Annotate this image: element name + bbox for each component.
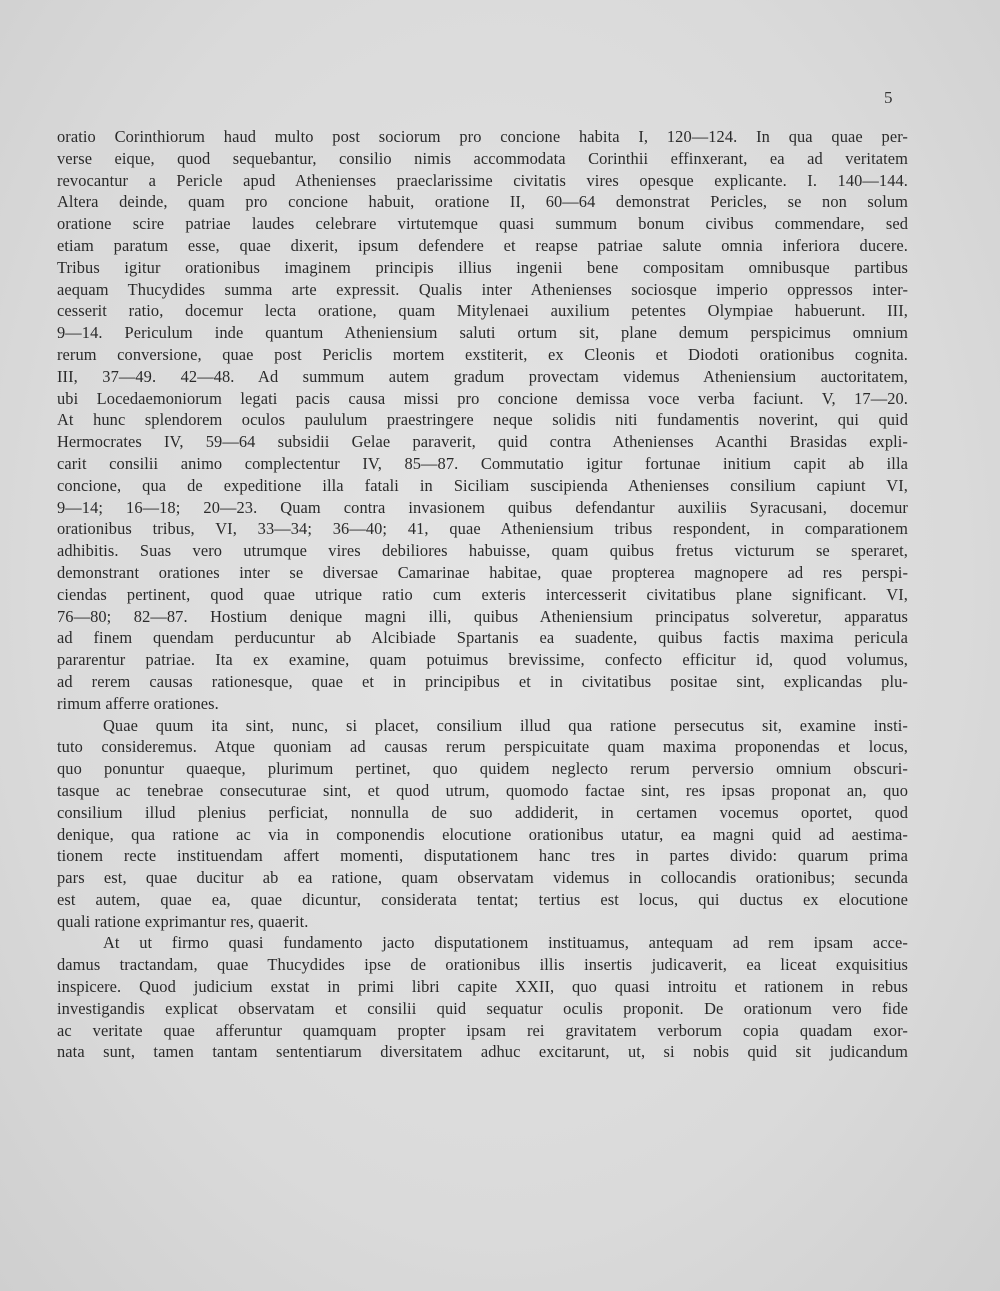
text-line: quali ratione exprimantur res, quaerit.	[57, 911, 309, 931]
text-line: quo ponuntur quaeque, plurimum pertinet, quo quidem neglecto rerum perversio omnium obscuri-	[57, 759, 908, 779]
text-line: damus tractandam, quae Thucydides ipse de orationibus illis insertis judicaverit, ea liceat exquisitius	[57, 955, 908, 975]
text-line: ciendas pertinent, quod quae utrique ratio cum exteris intercesserit civitatibus plane significant. VI,	[57, 584, 908, 604]
text-line: Tribus igitur orationibus imaginem principis illius ingenii bene compositam omnibusque partibus	[57, 257, 908, 277]
paragraph-1	[57, 126, 908, 715]
body-text	[57, 126, 908, 1063]
page-number: 5	[884, 88, 893, 107]
text-line: cesserit ratio, docemur lecta oratione, quam Mitylenaei auxilium petentes Olympiae habuerunt. III,	[57, 301, 908, 321]
text-line: aequam Thucydides summa arte expressit. Qualis inter Athenienses sociosque imperio oppressos inter-	[57, 279, 908, 299]
text-line: Hermocrates IV, 59—64 subsidii Gelae paraverit, quid contra Athenienses Acanthi Brasidas expli-	[57, 432, 908, 452]
text-line: ac veritate quae afferuntur quamquam propter ipsam rei gravitatem verborum copia quadam exor-	[57, 1020, 908, 1040]
text-line: adhibitis. Suas vero utrumque vires debiliores habuisse, quam quibus fretus victurum se speraret,	[57, 541, 908, 561]
text-line: At ut firmo quasi fundamento jacto disputationem instituamus, antequam ad rem ipsam acce-	[103, 933, 908, 953]
text-line: etiam paratum esse, quae dixerit, ipsum defendere et reapse patriae salute omnia inferiora ducere.	[57, 235, 908, 255]
text-line: III, 37—49. 42—48. Ad summum autem gradum provectam videmus Atheniensium auctoritatem,	[57, 366, 908, 386]
text-line: rerum conversione, quae post Periclis mortem exstiterit, ex Cleonis et Diodoti orationibus cognita.	[57, 344, 908, 364]
text-line: tionem recte instituendam affert momenti, disputationem hanc tres in partes divido: quarum prima	[57, 846, 908, 866]
text-line: ad rerem causas rationesque, quae et in principibus et in civitatibus positae sint, explicandas plu-	[57, 671, 908, 691]
text-line: 9—14. Periculum inde quantum Atheniensium saluti ortum sit, plane demum perspicimus omnium	[57, 323, 908, 343]
text-line: At hunc splendorem oculos paululum praestringere neque solidis niti fundamentis noverint, qui quid	[57, 410, 908, 430]
text-line: pars est, quae ducitur ab ea ratione, quam observatam videmus in collocandis orationibus; secunda	[57, 868, 908, 888]
text-line: demonstrant orationes inter se diversae Camarinae habitae, quae propterea magnopere ad res perspi-	[57, 562, 908, 582]
text-line: nata sunt, tamen tantam sententiarum diversitatem adhuc excitarunt, ut, si nobis quid sit judicandum	[57, 1042, 908, 1062]
text-line: Quae quum ita sint, nunc, si placet, consilium illud qua ratione persecutus sit, examine insti-	[103, 715, 908, 735]
text-line: pararentur patriae. Ita ex examine, quam potuimus brevissime, confecto efficitur id, quod volumus,	[57, 650, 908, 670]
text-line: orationibus tribus, VI, 33—34; 36—40; 41, quae Atheniensium tribus respondent, in comparationem	[57, 519, 908, 539]
text-line: inspicere. Quod judicium exstat in primi libri capite XXII, quo quasi introitu et rationem in rebus	[57, 977, 908, 997]
text-line: denique, qua ratione ac via in componendis elocutione orationibus utatur, ea magni quid ad aestima-	[57, 824, 908, 844]
text-line: investigandis explicat observatam et consilii quid sequatur oculis proponit. De orationum vero fide	[57, 998, 908, 1018]
paragraph-3	[57, 932, 908, 1063]
text-line: rimum afferre orationes.	[57, 693, 219, 713]
text-line: est autem, quae ea, quae dicuntur, considerata tentat; tertius est locus, qui ductus ex elocutione	[57, 889, 908, 909]
text-line: 9—14; 16—18; 20—23. Quam contra invasionem quibus defendantur auxiliis Syracusani, docemur	[57, 497, 908, 517]
text-line: revocantur a Pericle apud Athenienses praeclarissime civitatis vires opesque explicante. I. 140—144.	[57, 170, 908, 190]
text-line: ubi Locedaemoniorum legati pacis causa missi pro concione demissa voce verba faciunt. V, 17—20.	[57, 388, 908, 408]
text-line: ad finem quendam perducuntur ab Alcibiade Spartanis ea suadente, quibus factis maxima pericula	[57, 628, 908, 648]
text-line: Altera deinde, quam pro concione habuit, oratione II, 60—64 demonstrat Pericles, se non solum	[57, 192, 908, 212]
paragraph-2	[57, 715, 908, 933]
text-line: oratio Corinthiorum haud multo post sociorum pro concione habita I, 120—124. In qua quae per-	[57, 127, 908, 146]
text-line: verse eique, quod sequebantur, consilio nimis accommodata Corinthii effinxerant, ea ad veritatem	[57, 148, 908, 168]
text-line: tasque ac tenebrae consecuturae sint, et quod utrum, quomodo factae sint, res ipsas proponat an, quo	[57, 780, 908, 800]
text-line: carit consilii animo complectentur IV, 85—87. Commutatio igitur fortunae initium capit ab illa	[57, 453, 908, 473]
text-line: oratione scire patriae laudes celebrare virtutemque quasi summum bonum civibus commendare, sed	[57, 214, 908, 234]
text-line: concione, qua de expeditione illa fatali in Siciliam suscipienda Athenienses consilium capiunt VI,	[57, 475, 908, 495]
text-line: tuto consideremus. Atque quoniam ad causas rerum perspicuitate quam maxima proponendas et locus,	[57, 737, 908, 757]
text-line: 76—80; 82—87. Hostium denique magni illi, quibus Atheniensium principatus solveretur, apparatus	[57, 606, 908, 626]
text-line: consilium illud plenius perficiat, nonnulla de suo addiderit, in certamen vocemus oportet, quod	[57, 802, 908, 822]
